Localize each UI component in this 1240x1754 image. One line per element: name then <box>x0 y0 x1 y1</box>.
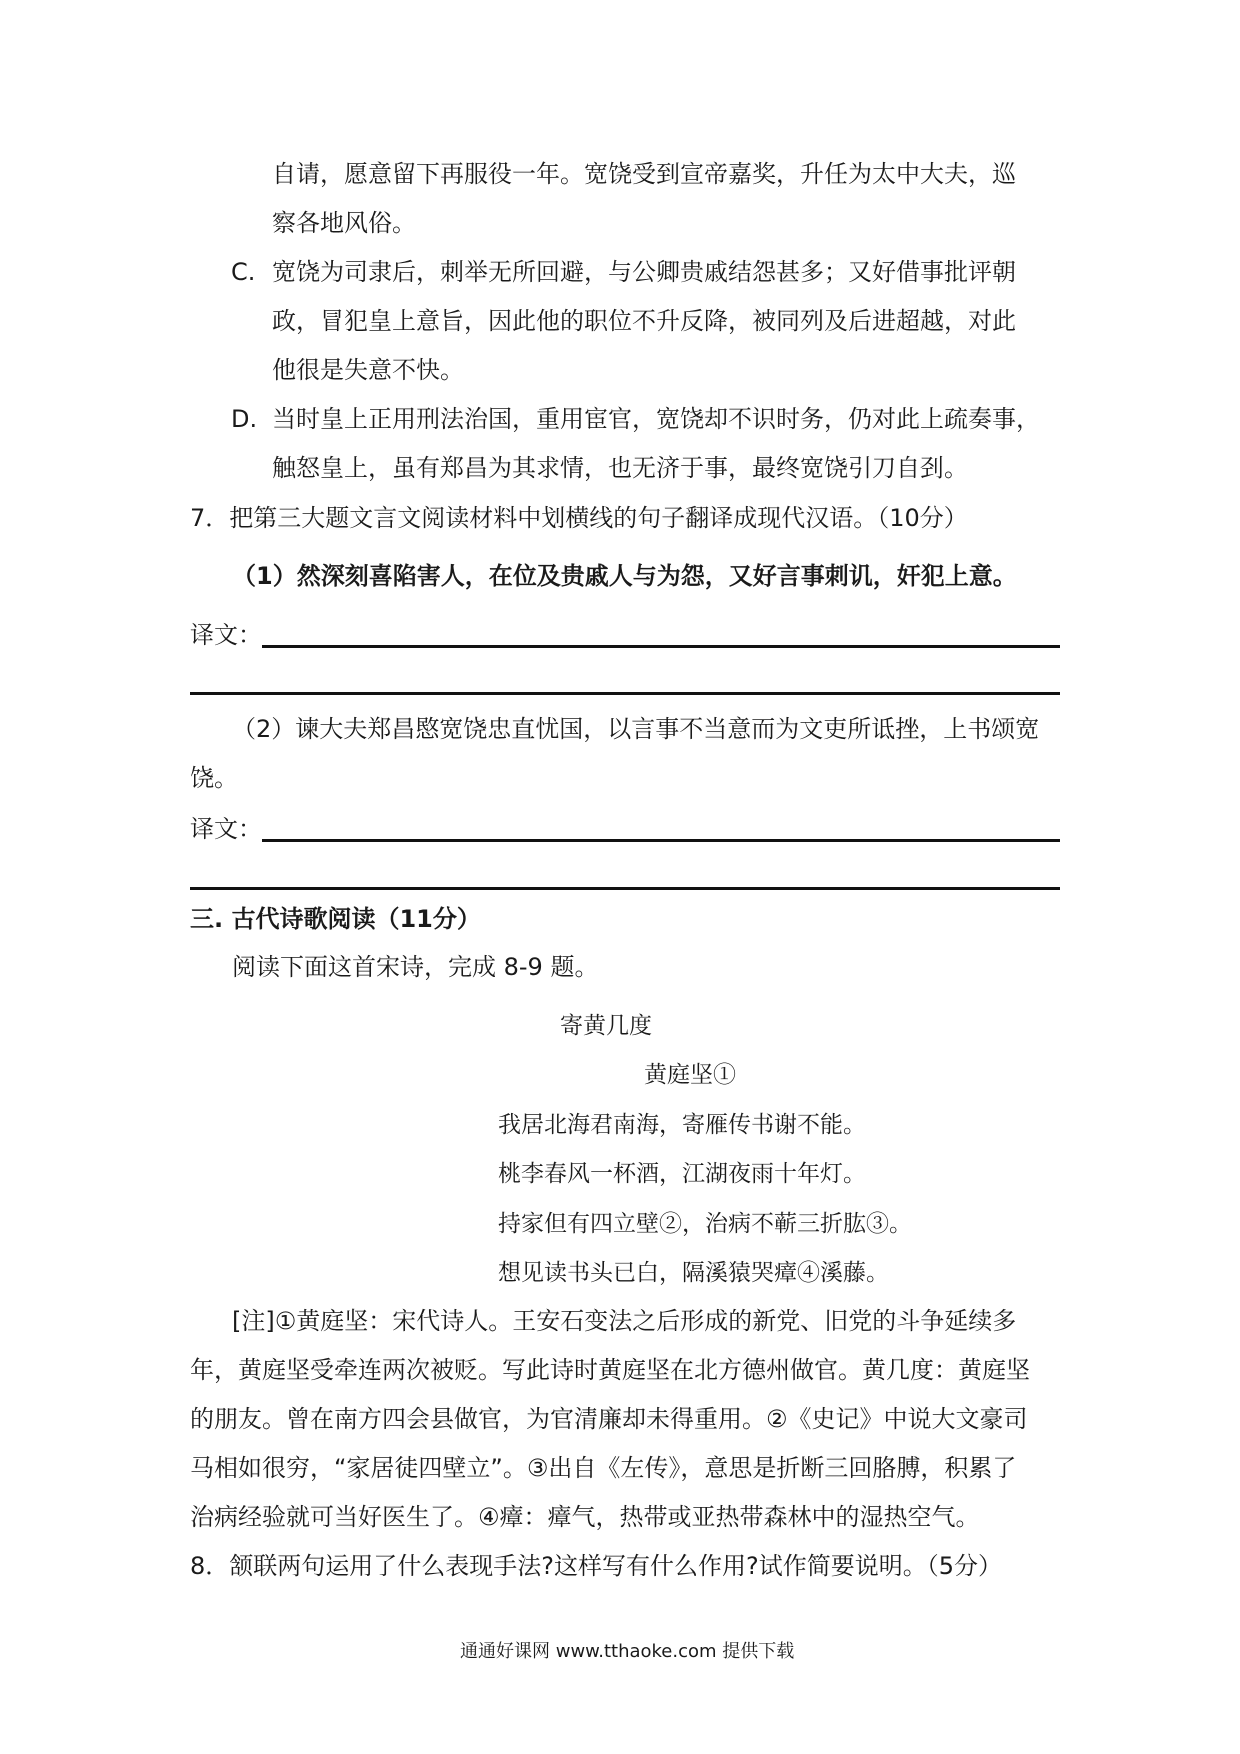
answer-line[interactable] <box>190 692 1060 695</box>
note-line: 治病经验就可当好医生了。④瘴：瘴气，热带或亚热带森林中的湿热空气。 <box>190 1503 980 1531</box>
section-instruction: 阅读下面这首宋诗，完成 8-9 题。 <box>232 953 599 981</box>
answer-line[interactable] <box>262 645 1060 648</box>
question-7-sentence-2-cont: 饶。 <box>190 764 238 792</box>
poem-line: 想见读书头已白，隔溪猿哭瘴④溪藤。 <box>498 1260 889 1286</box>
option-c-label: C. <box>231 258 256 286</box>
note-line: [注]①黄庭坚：宋代诗人。王安石变法之后形成的新党、旧党的斗争延续多 <box>232 1307 1017 1335</box>
option-d-line: 触怒皇上，虽有郑昌为其求情，也无济于事，最终宽饶引刀自刭。 <box>272 454 968 482</box>
option-c-line: 他很是失意不快。 <box>272 356 464 384</box>
answer-line[interactable] <box>262 839 1060 842</box>
poem-line: 我居北海君南海，寄雁传书谢不能。 <box>498 1112 866 1138</box>
note-line: 的朋友。曾在南方四会县做官，为官清廉却未得重用。②《史记》中说大文豪司 <box>190 1405 1028 1433</box>
poem-title: 寄黄几度 <box>560 1013 652 1039</box>
question-8-stem: 8．颔联两句运用了什么表现手法?这样写有什么作用?试作简要说明。（5分） <box>190 1552 1003 1580</box>
poem-author: 黄庭坚① <box>644 1062 736 1088</box>
note-line: 年，黄庭坚受牵连两次被贬。写此诗时黄庭坚在北方德州做官。黄几度：黄庭坚 <box>190 1356 1030 1384</box>
section-heading: 三. 古代诗歌阅读（11分） <box>190 905 481 933</box>
option-b-line: 自请，愿意留下再服役一年。宽饶受到宣帝嘉奖，升任为太中大夫，巡 <box>272 160 1016 188</box>
poem-line: 桃李春风一杯酒，江湖夜雨十年灯。 <box>498 1161 866 1187</box>
option-d-line: 当时皇上正用刑法治国，重用宦官，宽饶却不识时务，仍对此上疏奏事， <box>272 405 1040 433</box>
option-c-line: 宽饶为司隶后，刺举无所回避，与公卿贵戚结怨甚多；又好借事批评朝 <box>272 258 1016 286</box>
answer-label: 译文： <box>190 815 262 843</box>
question-7-sentence-2: （2）谏大夫郑昌愍宽饶忠直忧国，以言事不当意而为文吏所诋挫，上书颂宽 <box>232 715 1040 743</box>
note-line: 马相如很穷，“家居徒四壁立”。③出自《左传》，意思是折断三回胳膊，积累了 <box>190 1454 1017 1482</box>
poem-line: 持家但有四立壁②，治病不蕲三折肱③。 <box>498 1211 912 1237</box>
answer-line[interactable] <box>190 887 1060 890</box>
option-c-line: 政，冒犯皇上意旨，因此他的职位不升反降，被同列及后进超越，对此 <box>272 307 1016 335</box>
option-d-label: D. <box>231 405 258 433</box>
question-7-stem: 7．把第三大题文言文阅读材料中划横线的句子翻译成现代汉语。（10分） <box>190 504 968 532</box>
option-b-line: 察各地风俗。 <box>272 209 416 237</box>
question-7-sentence-1: （1）然深刻喜陷害人，在位及贵戚人与为怨，又好言事刺讥，奸犯上意。 <box>232 562 1017 590</box>
answer-label: 译文： <box>190 621 262 649</box>
page-footer: 通通好课网 www.tthaoke.com 提供下载 <box>460 1641 795 1662</box>
